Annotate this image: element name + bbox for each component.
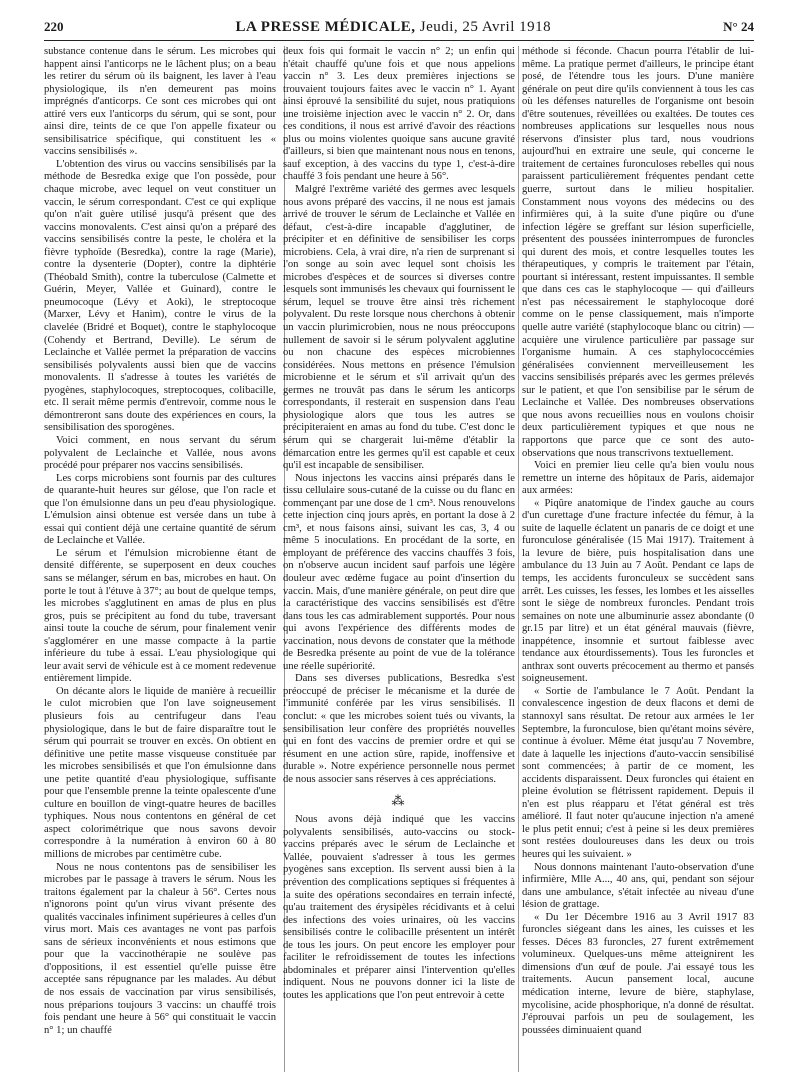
column-2 bbox=[283, 46, 515, 1074]
issue-number: N° 24 bbox=[723, 19, 754, 34]
paragraph: « Piqûre anatomique de l'index gauche au cours d'un curettage d'une fracture infectée du fémur, à la suite de laquelle éclatent un panaris de ce doigt et une furonculose généralisée (15 Mai 1917). Traitement à la levure de bière, puis hospitalisation dans une ambulance du 13 Juin au 7 Août. Pendant ce laps de temps, les accidents furonculeux se succèdent sans arrêt. Les cuisses, les fesses, les lombes et les aisselles sont le siège de nombreux furoncles. Pendant trois semaines on note une albuminurie assez abondante (0 gr.15 par litre) et un état général mauvais (fièvre, inappétence, insomnie et surtout faiblesse avec tendance aux étourdissements). Tous les furoncles et anthrax sont ouverts précocement au thermo et pansés soigneusement. bbox=[522, 497, 754, 685]
paragraph: Malgré l'extrême variété des germes avec lesquels nous avons préparé des vaccins, il ne nous est jamais arrivé de trouver le sérum de Leclainche et Vallée en défaut, c'est-à-dire incapable d'agglutiner, de précipiter et en définitive de sensibiliser les corps microbiens. Cela, à vrai dire, n'a rien de surprenant si l'on songe au soin avec lequel sont choisis les microbes d'espèces et de sources si diverses contre lesquels sont immunisés les chevaux qui fournissent le sérum, lequel se trouve être ainsi très richement polyvalent. Du reste lorsque nous cherchons à obtenir un vaccin plurimicrobien, nous ne nous préoccupons nullement de savoir si le sérum polyvalent agglutine ou non chacune des espèces microbiennes considérées. Nous mettons en présence l'émulsion microbienne et le sérum et s'il arrivait qu'un des germes ne trouvât pas dans le sérum les anticorps correspondants, il resterait en suspension dans l'eau physiologique alors que tous les autres se précipiteraient en amas au fond du tube. C'est donc le sérum qui se chargerait lui-même d'établir la démarcation entre les germes qu'il est capable et ceux qu'il est incapable de sensibiliser. bbox=[283, 184, 515, 472]
column-3 bbox=[522, 46, 754, 1074]
paragraph: Nous ne nous contentons pas de sensibiliser les microbes par le passage à travers le sérum. Nous les traitons également par la chaleur à 56°. Certes nous n'ignorons point qu'un virus vivant présente des qualités vaccinales infiniment supérieures à celles d'un virus mort. Mais ces avantages ne vont pas parfois sans de sérieux inconvénients et nous estimons que pour que la vaccinothérapie ne soulève pas d'oppositions, il est essentiel qu'elle puisse être acceptée sans répugnance par les malades. Au début de nos essais de vaccination par virus sensibilisés, nous préparions toujours 3 vaccins: un chauffé trois fois pendant une heure à 56° qui constituait le vaccin n° 1; un chauffé bbox=[44, 861, 276, 1036]
article-body bbox=[44, 46, 754, 1074]
paragraph: Nous injectons les vaccins ainsi préparés dans le tissu cellulaire sous-cutané de la cuisse ou du flanc en commençant par une dose de 1 cm³. Nous renouvelons cette injection cinq jours après, en portant la dose à 2 cm³, et nous faisons ainsi, suivant les cas, 3, 4 ou même 5 inoculations. En procédant de la sorte, en employant de préférence des vaccins chauffés 3 fois, on n'observe aucun incident sauf parfois une légère douleur avec œdème fugace au point d'insertion du vaccin. Mais, d'une manière générale, on peut dire que la caractéristique des vaccins sensibilisés est d'être dans tous les cas admirablement supportés. Pour nous qui avons l'expérience des différents modes de vaccination, nous devons de constater que la méthode de Besredka présente au point de vue de la tolérance une réelle supériorité. bbox=[283, 472, 515, 672]
paragraph: Le sérum et l'émulsion microbienne étant de densité différente, se superposent en deux couches sans se mélanger, sérum en bas, microbes en haut. On porte le tout à l'étuve à 37°; au bout de quelque temps, les microbes s'agglutinent en amas de plus en plus gros, puis se précipitent au fond du tube, traversant ainsi toute la couche de sérum, pour finalement venir s'agglomérer en une masse compacte à la partie inférieure du tube à essai. L'eau physiologique qui leur avait servi de véhicule est à ce moment redevenue entièrement limpide. bbox=[44, 547, 276, 685]
paragraph: substance contenue dans le sérum. Les microbes qui happent ainsi l'anticorps ne le lâchent plus; on a beau les retirer du sérum où ils baignent, les laver à l'eau physiologique, ils n'en demeurent pas moins imprégnés d'anticorps. Ce sont ces microbes qui ont attiré vers eux l'anticorps du sérum, qui se sont, pour ainsi dire, teints de ce que l'on appelle fixateur ou sensibilisatrice spécifique, qui constituent les « vaccins sensibilisés ». bbox=[44, 46, 276, 158]
paragraph: « Du 1er Décembre 1916 au 3 Avril 1917 83 furoncles siégeant dans les aines, les cuisses et les fesses. Déces 83 furoncles, 27 furent extrêmement volumineux. Quelques-uns même atteignirent les dimensions d'un œuf de poule. J'ai essayé tous les traitements. Aucun pansement local, aucune médication interne, levure de bière, staphylase, mycolisine, acide phosphorique, n'a donné de résultat. J'éprouvai parfois un peu de soulagement, les poussées diminuaient quand bbox=[522, 911, 754, 1036]
paragraph: Nous avons déjà indiqué que les vaccins polyvalents sensibilisés, auto-vaccins ou stock-vaccins préparés avec le sérum de Leclainche et Vallée, pouvaient s'adresser à tous les germes pyogènes sans exception. Ils servent aussi bien à la prévention des complications septiques si fréquentes à la suite des opérations secondaires en terrain infecté, qu'au traitement des érysipèles récidivants et à celui des infections des voies urinaires, où les vaccins sensibilisés contre le colibacille présentent un intérêt de tous les jours. On peut encore les employer pour faciliter le refroidissement de toutes les infections abdominales et préparer ainsi l'intervention qu'elles indiquent. Nous ne pouvons donner ici la liste de toutes les applications que l'on peut entrevoir à cette bbox=[283, 814, 515, 1001]
running-header bbox=[44, 14, 754, 41]
paragraph: Voici comment, en nous servant du sérum polyvalent de Leclainche et Vallée, nous avons procédé pour préparer nos vaccins sensibilisés. bbox=[44, 434, 276, 472]
paragraph: Dans ses diverses publications, Besredka s'est préoccupé de préciser le mécanisme et la durée de l'immunité conférée par les virus sensibilisés. Il conclut: « que les microbes soient tués ou vivants, la sensibilisation leur confère des propriétés nouvelles qui en font des vaccins de premier ordre et qui se résument en une action sûre, rapide, inoffensive et durable ». Notre expérience personnelle nous permet de nous associer sans réserves à ces appréciations. bbox=[283, 673, 515, 785]
journal-title: LA PRESSE MÉDICALE, bbox=[235, 18, 416, 35]
column-1 bbox=[44, 46, 276, 1074]
paragraph: On décante alors le liquide de manière à recueillir le culot microbien que l'on lave soigneusement plusieurs fois au centrifugeur dans l'eau physiologique, dans le but de faire disparaître tout le sérum qui pourrait se trouver en excès. On obtient en définitive une petite masse visqueuse constituée par les microbes sensibilisés et que l'on émulsionne dans une petite quantité d'eau physiologique, suffisante pour que l'ensemble prenne la teinte opalescente d'une culture en bouillon de vingt-quatre heures de bacilles typhiques. Nous nous contentons en général de cet aspect colorimétrique que nous savons devoir correspondre à la numération à environ 60 à 80 millions de microbes par centimètre cube. bbox=[44, 685, 276, 860]
paragraph: méthode si féconde. Chacun pourra l'établir de lui-même. La pratique permet d'ailleurs, le principe étant posé, de l'étendre tous les jours. D'une manière générale on peut dire qu'ils conviennent à tous les cas où les défenses naturelles de l'organisme ont besoin d'être soutenues, réveillées ou exaltées. De toutes ces nombreuses applications sur lesquelles nous nous réservons d'insister plus tard, nous voudrions aujourd'hui en extraire une seule, qui concerne le traitement de certaines furonculoses rebelles qui nous paraissent particulièrement fréquentes pendant cette guerre, surtout dans le milieu hospitalier. Constamment nous voyons des médecins ou des infirmières qui, à la suite d'une piqûre ou d'une infection légère se greffant sur lésion superficielle, présentent des poussées ininterrompues de furoncles qui durent des mois, et contre lesquelles toutes les thérapeutiques, y compris le traitement par l'étain, pourtant si intéressant, restent impuissantes. Il semble que dans ces cas le staphylocoque — qui d'ailleurs n'est pas nécessairement le staphylocoque doré comme on le pense classiquement, mais n'importe quelle autre variété (staphylocoque blanc ou citrin) — acquière une virulence particulière par passage sur l'organisme humain. A ces staphylococcémies généralisées conviennent merveilleusement les vaccins sensibilisés préparés avec les germes prélevés sur le patient, et que l'on sensibilise par le sérum de Leclainche et Vallée. Des nombreuses observations que nous avons recueillies nous en voulons choisir deux particulièrement typiques et que nous ne rapportons que parce que ce sont des auto-observations que nous transcrivons textuellement. bbox=[522, 46, 754, 459]
paragraph: L'obtention des virus ou vaccins sensibilisés par la méthode de Besredka exige que l'on possède, pour chaque microbe, avec lequel on veut constituer un vaccin, le sérum correspondant. C'est ce qui explique qu'on n'ait guère utilisé jusqu'à présent que des vaccins monovalents. C'est ainsi qu'on a préparé des vaccins sensibilisés contre la peste, le choléra et la fièvre typhoïde (Besredka), contre la rage (Marie), contre la dysenterie (Dopter), contre la diphtérie (Théobald Smith), contre la tuberculose (Calmette et Guérin, Meyer, Vallée et Guinard), contre le pneumocoque (Lévy et Aoki), le streptocoque (Marxer, Lévy et Hanim), contre le virus de la clavelée (Bridré et Boquet), contre le staphylocoque (Cohendy et Bertrand, Deville). Le sérum de Leclainche et Vallée permet la préparation de vaccins sensibilisés polyvalents aussi bien que de vaccins monovalents. Il s'adresse à toutes les variétés de pyogènes, staphylocoques, streptocoques, colibacille, etc. Il serait même permis d'entrevoir, comme nous le démontreront sans doute des expériences en cours, la sensibilisation des sporogènes. bbox=[44, 158, 276, 434]
journal-header bbox=[236, 19, 552, 36]
paragraph: Les corps microbiens sont fournis par des cultures de quarante-huit heures sur gélose, que l'on racle et que l'on émulsionne dans un peu d'eau physiologique. L'émulsion ainsi obtenue est versée dans un tube à essai qui contient déjà une certaine quantité de sérum de Leclainche et Vallée. bbox=[44, 472, 276, 547]
issue-date: Jeudi, 25 Avril 1918 bbox=[419, 18, 552, 35]
paragraph: Voici en premier lieu celle qu'a bien voulu nous remettre un interne des hôpitaux de Paris, aidemajor aux armées: bbox=[522, 460, 754, 497]
paragraph: « Sortie de l'ambulance le 7 Août. Pendant la convalescence ingestion de deux flacons et demi de stannoxyl sans résultat. De retour aux armées le 1er Septembre, la furonculose, bien qu'étant moins sévère, continue à évoluer. Même état jusqu'au 7 Novembre, date à laquelle les injections d'auto-vaccin sensibilisé sont commencées; à partir de ce moment, les accidents disparaissent. Deux furoncles qui étaient en pleine évolution se flétrissent rapidement. Depuis il n'en est plus réapparu et l'état général est très amélioré. Il faut noter qu'aucune injection n'a amené le plus petit ennui; c'est à peine si les deux premières sont restées douloureuses dans les deux ou trois heures qui les suivaient. » bbox=[522, 685, 754, 860]
paragraph: Nous donnons maintenant l'auto-observation d'une infirmière, Mlle A..., 40 ans, qui, pendant son séjour dans une ambulance, s'était infectée au niveau d'une lésion de grattage. bbox=[522, 861, 754, 911]
paragraph: deux fois qui formait le vaccin n° 2; un enfin qui n'était chauffé qu'une fois et que nous appelions vaccin n° 3. Les deux premières injections se trouvaient toujours faites avec le vaccin n° 1. Ayant ainsi éprouvé la sensibilité du sujet, nous pratiquions une troisième injection avec le vaccin n° 2. Or, dans ces conditions, il nous est arrivé d'avoir des réactions plus ou moins violentes quoique sans aucune gravité d'ailleurs, si bien que maintenant nous nous en tenons, sauf exception, à des vaccins du type 1, c'est-à-dire chauffé 3 fois pendant une heure à 56°. bbox=[283, 46, 515, 183]
page-number: 220 bbox=[44, 19, 64, 34]
section-separator: ⁂ bbox=[391, 793, 407, 809]
